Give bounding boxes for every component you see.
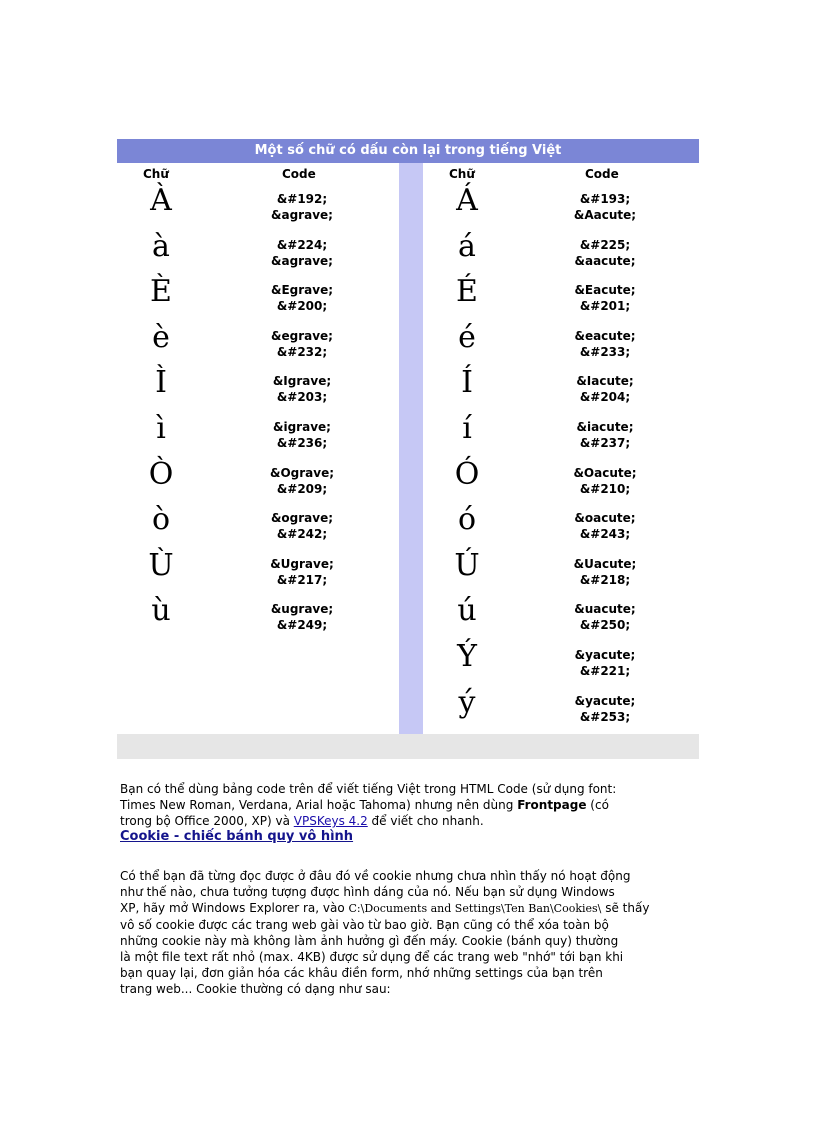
text-fragment: (có: [586, 798, 609, 812]
text-fragment: trong bộ Office 2000, XP) và: [120, 814, 294, 828]
text-fragment: XP, hãy mở Windows Explorer ra, vào: [120, 901, 349, 915]
table-row: [423, 228, 699, 277]
header-code: Code: [585, 167, 619, 181]
entity-code: &#201;: [579, 299, 631, 314]
text-line: [120, 813, 710, 829]
table-title: Một số chữ có dấu còn lại trong tiếng Việt: [117, 139, 699, 163]
entity-code: &Uacute;: [573, 556, 637, 571]
text-line: vô số cookie được các trang web gài vào từ bao giờ. Bạn cũng có thể xóa toàn bộ: [120, 918, 609, 932]
entity-codes: [550, 556, 660, 588]
accented-char: á: [458, 228, 476, 264]
entity-code: &Aacute;: [573, 208, 637, 222]
entity-code: &#203;: [276, 390, 328, 405]
table-row: [423, 413, 699, 459]
accented-char: Ú: [454, 547, 480, 583]
accented-char: ì: [156, 411, 166, 446]
vpskeys-link[interactable]: VPSKeys 4.2: [293, 814, 368, 828]
entity-codes: [550, 282, 660, 314]
text-line: như thế nào, chưa tưởng tượng được hình dáng của nó. Nếu bạn sử dụng Windows: [120, 885, 615, 899]
accented-char: ý: [458, 684, 476, 720]
entity-code-table: [117, 139, 699, 759]
entity-code: &#250;: [579, 618, 631, 633]
entity-code: &#217;: [276, 572, 328, 587]
accented-char: À: [150, 183, 172, 218]
text-line: [120, 900, 710, 917]
entity-codes: [247, 465, 357, 497]
table-row: [117, 504, 399, 550]
entity-codes: [247, 328, 357, 360]
text-line: bạn quay lại, đơn giản hóa các khâu điền form, nhớ những settings của bạn trên: [120, 966, 603, 980]
entity-codes: [247, 373, 357, 405]
entity-code: &iacute;: [576, 420, 634, 434]
header-code: Code: [282, 167, 316, 181]
entity-code: &#243;: [579, 527, 631, 542]
accented-char: í: [462, 411, 472, 446]
text-line: là một file text rất nhỏ (max. 4KB) được sử dụng để các trang web "nhớ" tới bạn khi: [120, 950, 624, 964]
entity-code: &uacute;: [574, 602, 636, 617]
text-fragment: để viết cho nhanh.: [367, 814, 484, 828]
text-fragment: sẽ thấy: [601, 901, 650, 915]
paragraph-intro: [120, 781, 710, 829]
text-line: [120, 797, 710, 813]
entity-codes: [247, 419, 357, 451]
paragraph-cookie: [120, 868, 710, 997]
table-row: [117, 319, 399, 368]
entity-code: &Igrave;: [272, 374, 332, 389]
accented-char: è: [152, 319, 170, 355]
accented-char: È: [150, 274, 172, 310]
table-footer-bar: [117, 734, 699, 759]
text-line: Bạn có thể dùng bảng code trên để viết tiếng Việt trong HTML Code (sử dụng font:: [120, 782, 617, 796]
table-row: [117, 185, 399, 231]
entity-code: &#232;: [276, 344, 328, 359]
frontpage-term: Frontpage: [517, 798, 587, 812]
table-row: [423, 595, 699, 641]
entity-code: &Ograve;: [269, 465, 335, 480]
entity-code: &#221;: [579, 664, 631, 678]
accented-char: ú: [457, 593, 477, 629]
entity-codes: [247, 601, 357, 633]
entity-codes: [247, 191, 357, 223]
table-row: [117, 413, 399, 459]
accented-char: é: [458, 319, 476, 355]
entity-codes: [550, 373, 660, 405]
entity-code: &#218;: [579, 572, 631, 587]
table-row: [117, 276, 399, 322]
table-row: [117, 367, 399, 413]
entity-code: &igrave;: [273, 420, 331, 434]
text-line: trang web... Cookie thường có dạng như sau:: [120, 982, 391, 996]
table-row: [423, 504, 699, 550]
entity-code: &aacute;: [574, 253, 636, 268]
entity-code: &Ugrave;: [270, 556, 334, 571]
header-char: Chữ: [143, 167, 169, 181]
table-row: [117, 547, 399, 596]
table-row: [423, 456, 699, 505]
entity-code: &ugrave;: [270, 602, 334, 617]
entity-codes: [550, 601, 660, 633]
entity-code: &#236;: [276, 436, 328, 450]
entity-code: &#233;: [579, 344, 631, 359]
header-char: Chữ: [449, 167, 475, 181]
entity-codes: [550, 647, 660, 679]
column-divider: [399, 163, 423, 734]
entity-code: &#242;: [276, 527, 328, 542]
entity-codes: [550, 510, 660, 542]
entity-code: &agrave;: [271, 253, 333, 268]
entity-code: &eacute;: [574, 328, 636, 343]
entity-code: &Iacute;: [576, 374, 634, 389]
entity-code: &#200;: [276, 299, 328, 314]
text-fragment: Times New Roman, Verdana, Arial hoặc Tahoma) nhưng nên dùng: [120, 798, 518, 812]
accented-char: Ì: [155, 365, 167, 401]
cookie-heading-link[interactable]: Cookie - chiếc bánh quy vô hình: [120, 829, 354, 844]
entity-codes: [247, 282, 357, 314]
accented-char: Ó: [454, 456, 480, 492]
entity-code: &#253;: [579, 709, 631, 724]
entity-codes: [550, 328, 660, 360]
entity-code: &egrave;: [271, 328, 333, 343]
entity-code: &ograve;: [270, 511, 334, 526]
entity-codes: [550, 419, 660, 451]
entity-code: &yacute;: [574, 693, 636, 708]
cookie-folder-path: C:\Documents and Settings\Ten Ban\Cookies\: [348, 902, 602, 915]
entity-code: &#237;: [579, 436, 631, 450]
table-row: [117, 456, 399, 505]
accented-char: Ù: [148, 547, 174, 583]
accented-char: Í: [461, 365, 473, 401]
accented-char: Ý: [457, 639, 477, 674]
table-row: [117, 595, 399, 641]
table-row: [423, 641, 699, 687]
text-line: Có thể bạn đã từng đọc được ở đâu đó về cookie nhưng chưa nhìn thấy nó hoạt động: [120, 869, 631, 883]
accented-char: Ò: [148, 456, 174, 492]
accented-char: à: [152, 228, 170, 264]
entity-code: &#224;: [276, 237, 328, 252]
entity-code: &#209;: [276, 481, 328, 496]
table-row: [423, 185, 699, 231]
table-row: [423, 319, 699, 368]
entity-codes: [550, 191, 660, 223]
table-row: [117, 228, 399, 277]
entity-codes: [247, 237, 357, 269]
table-row: [423, 547, 699, 596]
entity-codes: [550, 693, 660, 725]
entity-code: &#210;: [579, 481, 631, 496]
entity-code: &Oacute;: [573, 465, 637, 480]
entity-code: &#225;: [579, 237, 631, 252]
entity-code: &oacute;: [574, 511, 636, 526]
entity-code: &Egrave;: [270, 283, 334, 298]
accented-char: ó: [457, 502, 477, 538]
accented-char: Á: [456, 183, 478, 218]
entity-codes: [550, 465, 660, 497]
table-row: [423, 276, 699, 322]
accented-char: ò: [151, 502, 171, 538]
entity-codes: [247, 510, 357, 542]
table-row: [423, 684, 699, 733]
entity-code: &#204;: [579, 390, 631, 405]
entity-code: &#249;: [276, 618, 328, 633]
entity-code: &agrave;: [271, 208, 333, 222]
entity-codes: [550, 237, 660, 269]
text-line: những cookie này mà không làm ảnh hưởng gì đến máy. Cookie (bánh quy) thường: [120, 934, 619, 948]
entity-code: &yacute;: [574, 648, 636, 662]
entity-code: &#192;: [276, 192, 328, 206]
table-row: [423, 367, 699, 413]
entity-codes: [247, 556, 357, 588]
accented-char: É: [456, 274, 478, 310]
entity-code: &Eacute;: [574, 283, 636, 298]
accented-char: ù: [151, 593, 171, 629]
entity-code: &#193;: [579, 192, 631, 206]
